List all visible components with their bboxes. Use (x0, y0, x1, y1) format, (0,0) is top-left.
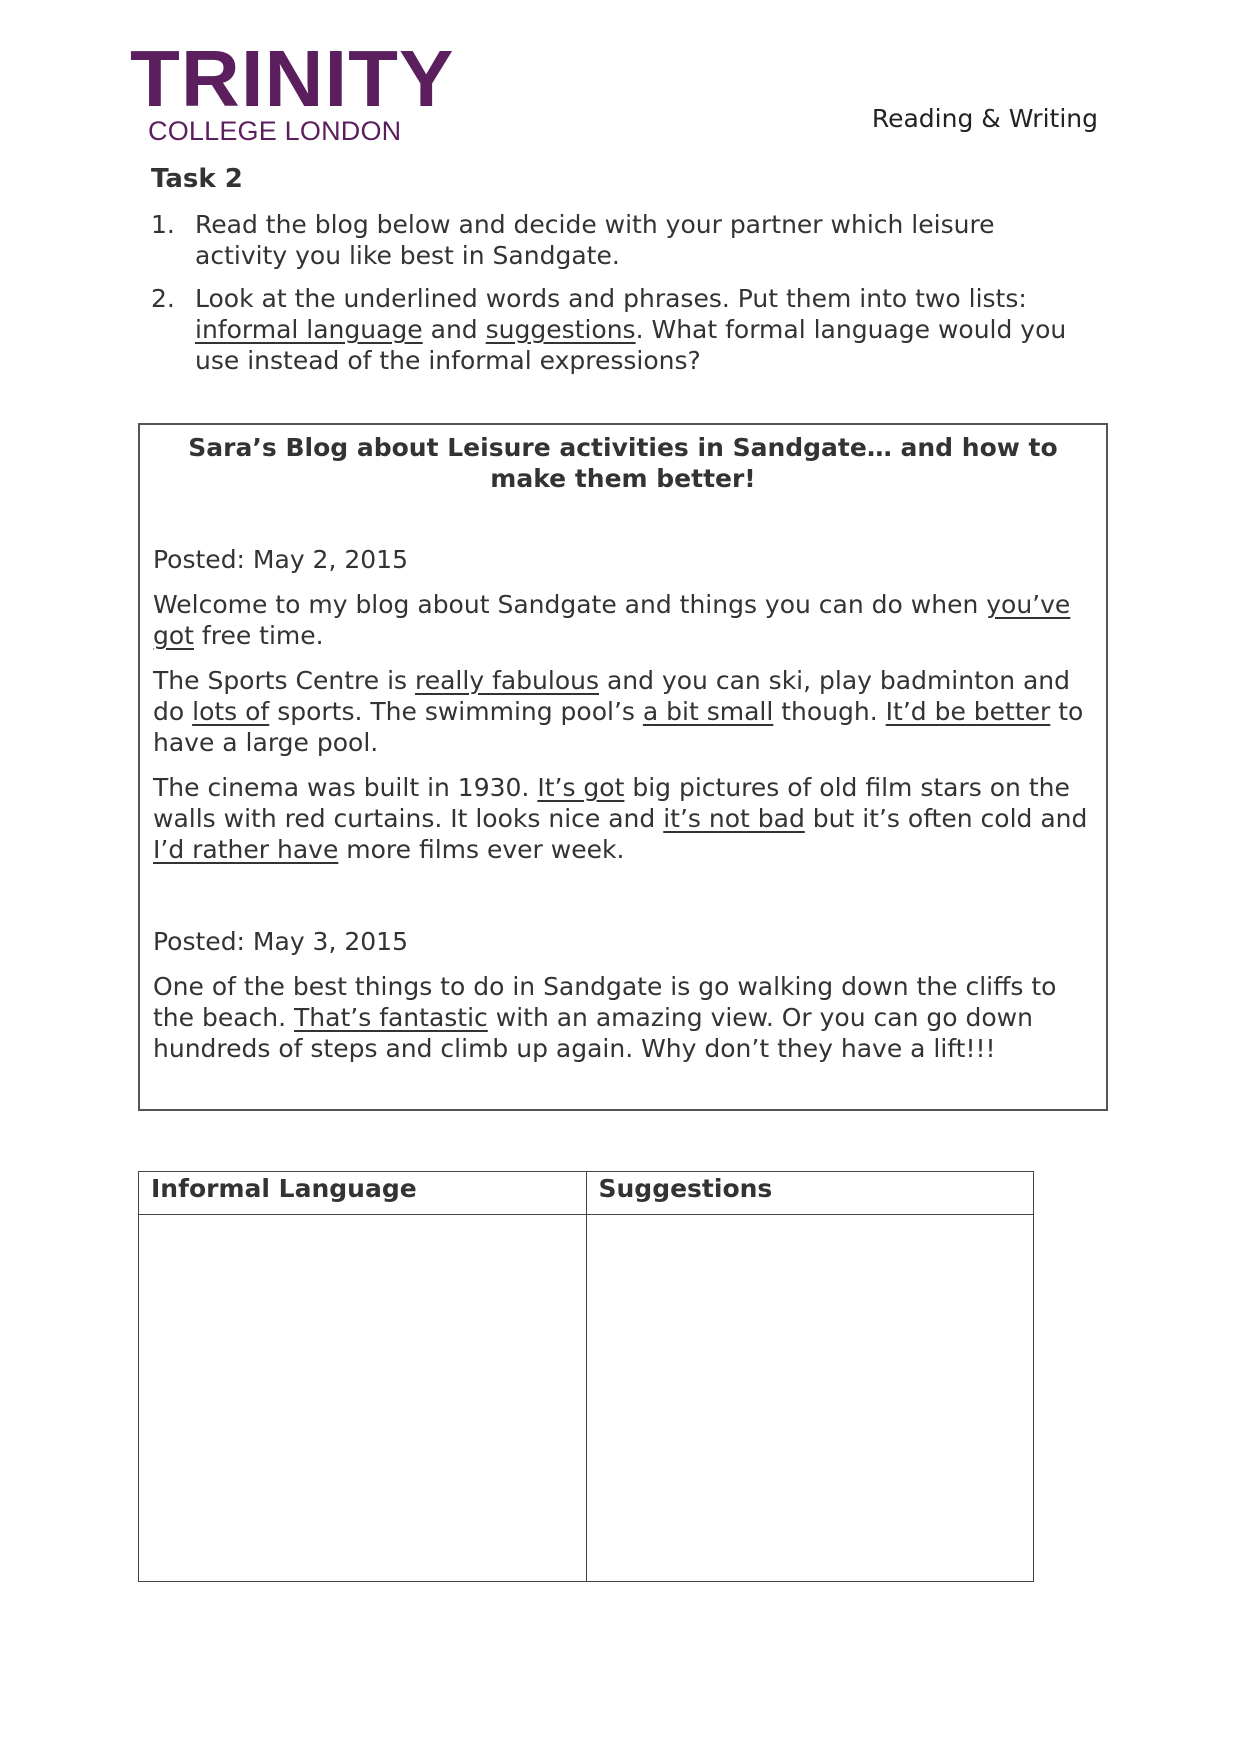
instruction-text-part: and (430, 315, 478, 344)
instruction-number: 1. (151, 210, 175, 239)
text-run: sports. The swimming pool’s (269, 697, 643, 726)
post-date: Posted: May 3, 2015 (153, 927, 408, 956)
text-run: more films ever week. (338, 835, 625, 864)
text-run: One of the best things to do in Sandgate is go walking down the cliffs to the beach. (153, 972, 1057, 1032)
table-row (139, 1215, 1034, 1582)
logo-subtitle: COLLEGE LONDON (148, 116, 402, 146)
text-run: but it’s often cold and (804, 804, 1088, 833)
instruction-text: Read the blog below and decide with your partner which leisure activity you like best in Sandgate. (195, 210, 995, 270)
informal-language-header: Informal Language (139, 1172, 587, 1215)
section-label: Reading & Writing (871, 104, 1098, 133)
trinity-logo (130, 34, 455, 147)
underlined-phrase: lots of (192, 697, 270, 726)
task-title: Task 2 (151, 164, 243, 194)
underlined-phrase: really fabulous (415, 666, 600, 695)
instruction-text-part: Look at the underlined words and phrases. Put them into two lists: (195, 284, 1027, 313)
informal-language-answer-cell[interactable] (139, 1215, 587, 1582)
instruction-list (151, 209, 1091, 388)
blog-paragraph (153, 772, 1093, 865)
blog-paragraph (153, 971, 1093, 1064)
blog-body (153, 544, 1093, 1078)
text-run: big pictures of old film stars on the walls with red curtains. It looks nice and (153, 773, 1070, 833)
instruction-text-part: . What formal language would you use instead of the informal expressions? (195, 315, 1067, 375)
logo-wordmark: TRINITY (130, 34, 455, 123)
post-spacer (153, 879, 1093, 926)
underlined-phrase: That’s fantastic (294, 1003, 488, 1032)
text-run: The cinema was built in 1930. (153, 773, 538, 802)
instruction-item (151, 283, 1091, 376)
blog-paragraph (153, 665, 1093, 758)
underlined-phrase: It’s got (537, 773, 625, 802)
underlined-phrase: you’ve got (153, 590, 1071, 650)
blog-box (138, 423, 1108, 1111)
text-run: with an amazing view. Or you can go down hundreds of steps and climb up again. Why don’t they have a lift!!! (153, 1003, 1033, 1063)
blog-paragraph (153, 589, 1093, 651)
underlined-phrase: it’s not bad (663, 804, 805, 833)
underlined-phrase: It’d be better (885, 697, 1051, 726)
post-date: Posted: May 2, 2015 (153, 545, 408, 574)
text-run: though. (773, 697, 886, 726)
suggestions-header: Suggestions (586, 1172, 1034, 1215)
text-run: free time. (193, 621, 324, 650)
text-run: and you can ski, play badminton and do (153, 666, 1071, 726)
suggestions-answer-cell[interactable] (586, 1215, 1034, 1582)
suggestions-term: suggestions (485, 315, 636, 344)
underlined-phrase: a bit small (642, 697, 774, 726)
text-run: Welcome to my blog about Sandgate and things you can do when (153, 590, 987, 619)
informal-language-term: informal language (195, 315, 423, 344)
instruction-item (151, 209, 1091, 271)
table-header-row (139, 1172, 1034, 1215)
blog-title: Sara’s Blog about Leisure activities in Sandgate… and how to make them better! (188, 433, 1058, 493)
text-run: to have a large pool. (153, 697, 1084, 757)
instruction-text (195, 283, 1091, 376)
text-run: The Sports Centre is (153, 666, 415, 695)
answer-table (138, 1171, 1034, 1582)
instruction-number: 2. (151, 284, 175, 313)
underlined-phrase: I’d rather have (153, 835, 339, 864)
